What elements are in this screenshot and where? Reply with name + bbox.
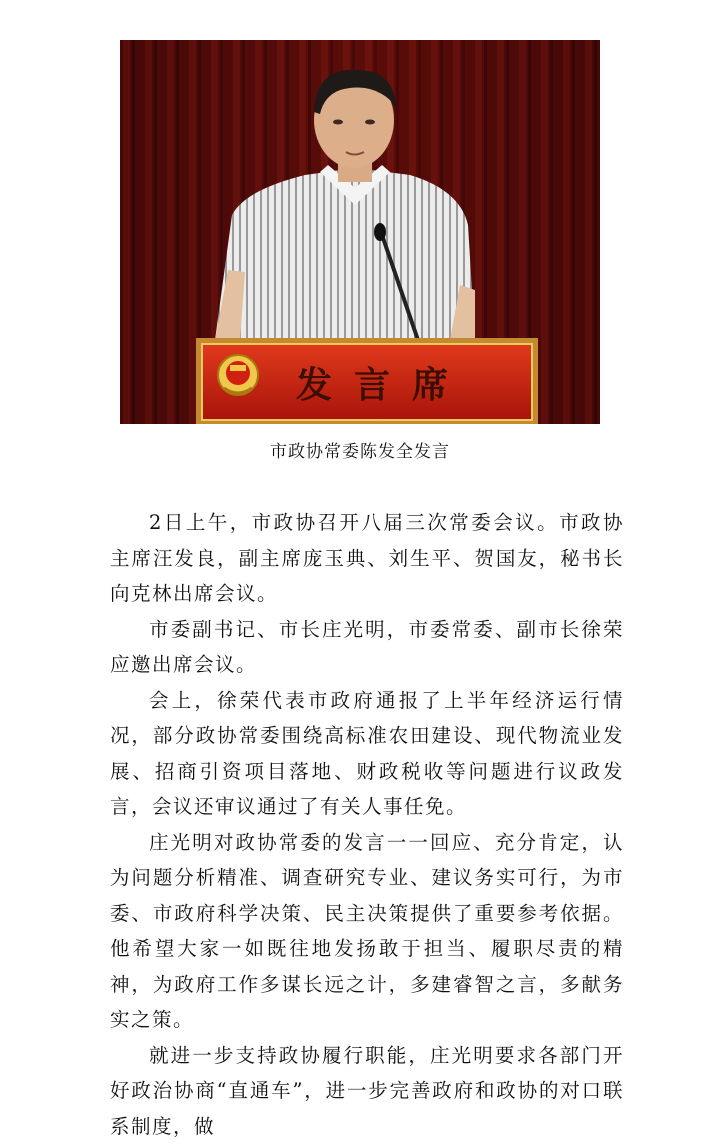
photo-caption: 市政协常委陈发全发言 [0,437,720,462]
article-paragraph: 庄光明对政协常委的发言一一回应、充分肯定，认为问题分析精准、调查研究专业、建议务实可行，为市委、市政府科学决策、民主决策提供了重要参考依据。他希望大家一如既往地发扬敢于担当、履职尽责的精神，为政府工作多谋长远之计，多建睿智之言，多献务实之策。 [110,825,624,1038]
article-paragraph: 会上，徐荣代表市政府通报了上半年经济运行情况，部分政协常委围绕高标准农田建设、现代物流业发展、招商引资项目落地、财政税收等问题进行议政发言，会议还审议通过了有关人事任免。 [110,683,624,825]
article-paragraph: 市委副书记、市长庄光明，市委常委、副市长徐荣应邀出席会议。 [110,612,624,683]
speaker-photo-illustration [120,40,600,424]
cppcc-emblem-icon [218,355,258,395]
speaker-photo [120,40,600,424]
article-paragraph: 2日上午，市政协召开八届三次常委会议。市政协主席汪发良，副主席庞玉典、刘生平、贺国友，秘书长向克林出席会议。 [110,505,624,612]
podium-sign-text: 发言席 [296,364,470,406]
article-paragraph: 就进一步支持政协履行职能，庄光明要求各部门开好政治协商“直通车”，进一步完善政府和政协的对口联系制度，做 [110,1038,624,1144]
article-body [110,505,624,1144]
